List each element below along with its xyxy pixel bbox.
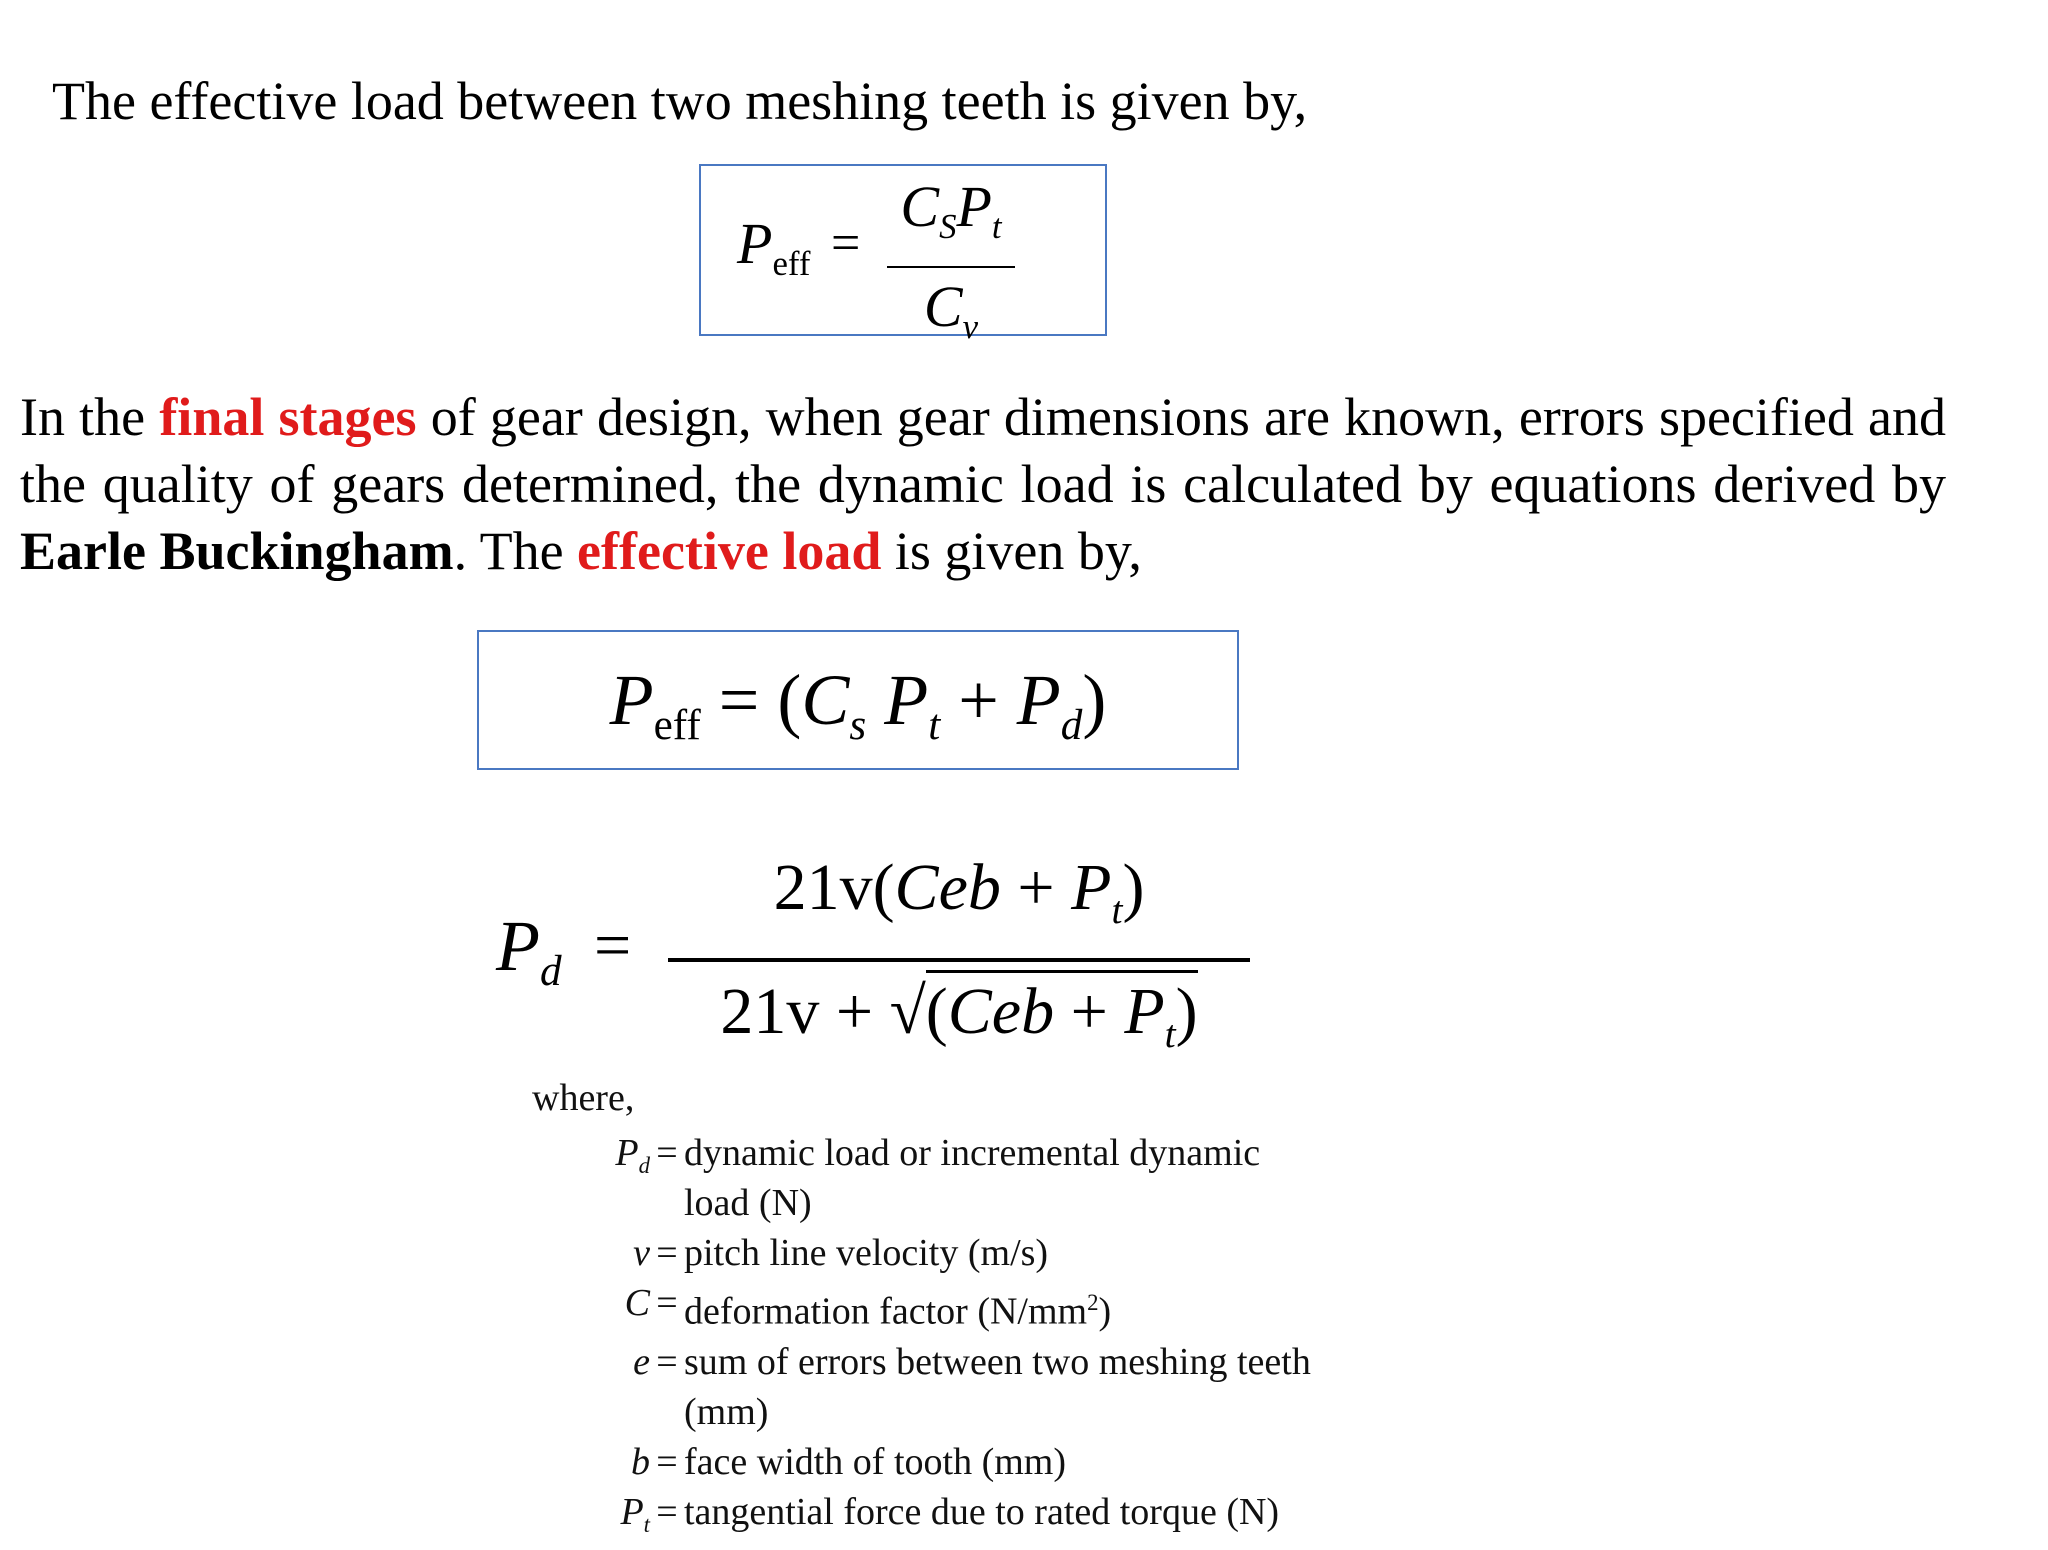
definition-equals: = — [656, 1132, 678, 1174]
symbol-subscript: d — [638, 1152, 650, 1178]
formula1-denominator — [887, 272, 1015, 362]
formula2-equals: = — [718, 660, 760, 740]
formula2-p: P — [884, 660, 929, 740]
formula2-open-paren: ( — [777, 660, 802, 740]
formula3-den-p-sub: t — [1164, 1011, 1176, 1056]
definition-line: sum of errors between two meshing teeth — [684, 1340, 1311, 1383]
formula3-lhs-subscript: d — [539, 948, 562, 996]
definition-symbol — [532, 1228, 650, 1278]
formula3-equals: = — [594, 909, 632, 982]
formula3-den-p: P — [1124, 974, 1165, 1048]
symbol-text: C — [624, 1282, 650, 1324]
formula2-pd-sub: d — [1060, 702, 1083, 750]
symbol-text: b — [631, 1440, 650, 1483]
definition-line: pitch line velocity (m/s) — [684, 1232, 1049, 1274]
formula3-num-p: P — [1071, 851, 1112, 924]
definition-continuation: (mm) — [684, 1390, 769, 1433]
formula3-den-ceb: Ceb — [947, 974, 1055, 1048]
formula2-c: C — [801, 660, 850, 740]
paragraph-text-1: In the — [20, 387, 160, 447]
symbol-text: v — [633, 1232, 650, 1274]
formula3-num-p-sub: t — [1111, 887, 1123, 932]
formula3-numerator — [668, 842, 1250, 956]
definition-line: face width of tooth (mm) — [684, 1440, 1067, 1483]
definition-v — [532, 1228, 1414, 1278]
formula3-fraction — [668, 842, 1250, 1080]
formula1-lhs — [737, 204, 810, 304]
paragraph-text-2: of gear design, when gear dimensions are known, errors specified and the quality of gears determined, the dynamic load is calculated by equations derived by — [20, 387, 1947, 514]
formula2-plus: + — [958, 660, 999, 740]
formula3-num-ceb: Ceb — [894, 851, 1001, 924]
formula3-fraction-bar — [668, 958, 1250, 962]
formula2-lhs-subscript: eff — [653, 702, 701, 750]
definition-text — [684, 1337, 1414, 1437]
formula3-den-plus: + — [835, 974, 874, 1048]
symbol-text: P — [615, 1132, 639, 1174]
formula2-c-sub: s — [849, 702, 867, 750]
symbol-text: e — [633, 1340, 650, 1383]
formula3-lhs — [496, 896, 562, 1022]
definition-symbol — [532, 1437, 650, 1487]
bold-earle-buckingham: Earle Buckingham — [20, 521, 454, 581]
definition-equals: = — [656, 1340, 678, 1383]
formula2-lhs-symbol: P — [609, 660, 654, 740]
formula3-radicand — [925, 970, 1198, 1056]
formula1-num-p: P — [956, 174, 992, 239]
definition-equals: = — [656, 1490, 678, 1533]
definition-symbol — [532, 1337, 650, 1437]
formula1-fraction-bar — [887, 266, 1015, 268]
where-label: where, — [532, 1077, 635, 1119]
sqrt-icon: √ — [889, 974, 926, 1048]
definition-text — [684, 1487, 1414, 1550]
definition-e — [532, 1337, 1414, 1437]
formula1-numerator — [887, 172, 1015, 262]
formula3-den-open: ( — [925, 974, 948, 1048]
formula3-num-close: ) — [1122, 851, 1145, 924]
definition-pd — [532, 1128, 1414, 1228]
formula3-den-close: ) — [1175, 974, 1198, 1048]
definition-continuation: load (N) — [684, 1182, 812, 1224]
formula2-pd: P — [1016, 660, 1061, 740]
formula3-num-coef: 21v — [773, 851, 873, 924]
definition-symbol — [532, 1278, 650, 1337]
definition-line: deformation factor (N/mm — [684, 1290, 1088, 1333]
formula1-num-p-sub: t — [991, 207, 1002, 247]
formula2-p-sub: t — [928, 702, 941, 750]
formula3-denominator — [668, 966, 1250, 1080]
effective-load-formula-box — [699, 164, 1107, 347]
definition-symbol — [532, 1487, 650, 1550]
definition-line: dynamic load or incremental dynamic — [684, 1132, 1261, 1174]
symbol-text: P — [620, 1490, 644, 1533]
formula3-lhs-symbol: P — [496, 906, 540, 986]
definition-equals: = — [656, 1440, 678, 1483]
formula1-fraction — [887, 172, 1015, 362]
formula1-equals: = — [831, 215, 861, 272]
definition-c — [532, 1278, 1414, 1337]
formula1-lhs-subscript: eff — [772, 244, 811, 284]
buckingham-effective-load-box — [477, 630, 1239, 770]
definition-superscript: 2 — [1087, 1290, 1099, 1315]
formula1-num-c-sub: S — [939, 207, 957, 247]
formula1-den-c-sub: v — [962, 307, 979, 347]
definition-text — [684, 1437, 1414, 1487]
dynamic-load-formula — [496, 842, 1256, 1056]
formula1-lhs-symbol: P — [737, 211, 773, 276]
highlight-effective-load: effective load — [577, 521, 882, 581]
formula2-expression — [479, 650, 1237, 776]
formula2-close-paren: ) — [1082, 660, 1107, 740]
formula1-num-c: C — [900, 174, 940, 239]
highlight-final-stages: final stages — [159, 387, 417, 447]
formula3-num-open: ( — [872, 851, 895, 924]
intro-sentence: The effective load between two meshing teeth is given by, — [52, 71, 1308, 131]
formula3-num-plus: + — [1017, 851, 1055, 924]
variable-definitions — [532, 1078, 1414, 1550]
formula3-den-plus2: + — [1070, 974, 1108, 1048]
definition-text — [684, 1278, 1414, 1337]
definition-line: tangential force due to rated torque (N) — [684, 1490, 1280, 1533]
definition-b — [532, 1437, 1414, 1487]
formula3-den-coef: 21v — [720, 974, 820, 1048]
definition-symbol — [532, 1128, 650, 1228]
definition-equals: = — [656, 1232, 678, 1274]
definition-line-end: ) — [1098, 1290, 1112, 1333]
paragraph-text-4: is given by, — [881, 521, 1142, 581]
buckingham-paragraph — [20, 384, 1946, 585]
definition-text — [684, 1228, 1414, 1278]
definition-pt — [532, 1487, 1414, 1550]
definition-text — [684, 1128, 1414, 1228]
symbol-subscript: t — [643, 1511, 650, 1537]
paragraph-text-3: . The — [453, 521, 578, 581]
definition-equals: = — [656, 1282, 678, 1324]
formula1-den-c: C — [923, 274, 963, 340]
